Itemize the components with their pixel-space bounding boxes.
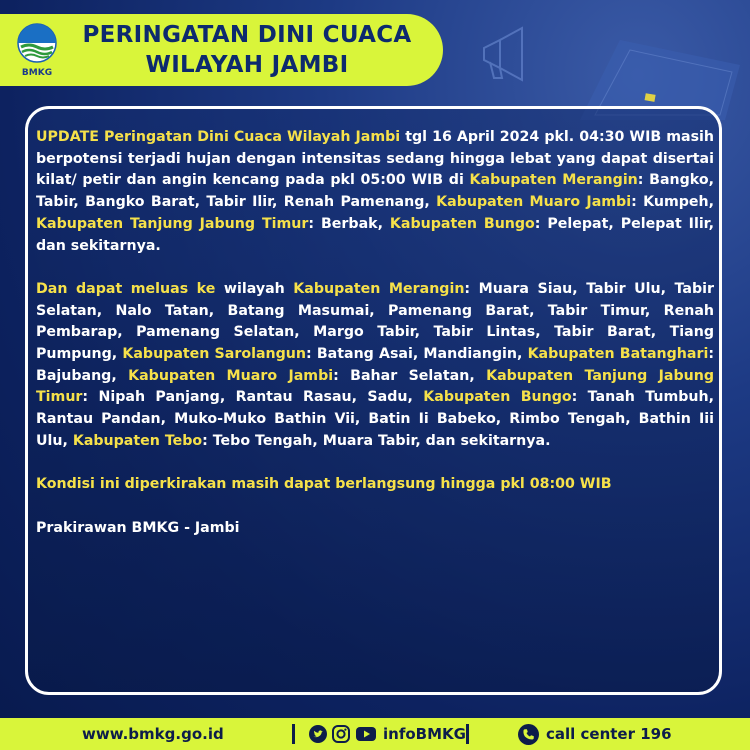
title-line-1: PERINGATAN DINI CUACA: [82, 22, 412, 48]
youtube-icon[interactable]: [355, 725, 377, 743]
body-text: tgl 16 April 2024 pkl. 04:30 WIB masih berpotensi terjadi hujan dengan intensitas sedang hingga lebat yang dapat disertai kilat/ petir dan angin kencang pada pkl 05:00 WIB di: [36, 129, 714, 189]
warning-text: [36, 127, 714, 561]
paragraph-forecaster: [36, 518, 714, 540]
body-text: : Tebo Tengah, Muara Tabir, dan sekitarnya.: [202, 432, 551, 449]
body-text: : Berbak,: [308, 215, 390, 232]
highlight-text: Kabupaten Muaro Jambi: [128, 367, 334, 384]
megaphone-illustration: [470, 10, 750, 120]
body-text: Prakirawan BMKG - Jambi: [36, 519, 240, 536]
body-text: wilayah: [215, 280, 294, 297]
body-text: : Bajubang,: [36, 346, 714, 384]
call-center[interactable]: call center 196: [546, 725, 672, 743]
body-text: : Muara Siau, Tabir Ulu, Tabir Selatan, Nalo Tatan, Batang Masumai, Pamenang Barat, Tabir Timur, Renah Pembarap, Pamenang Selatan, Margo Tabir, Tabir Lintas, Tabir Barat, Tiang Pumpung,: [36, 280, 714, 363]
page-title: [62, 20, 432, 80]
divider: [466, 724, 469, 744]
twitter-icon[interactable]: [309, 725, 327, 743]
body-text: : Pelepat, Pelepat Ilir, dan sekitarnya.: [36, 215, 714, 254]
highlight-text: Dan dapat meluas ke: [36, 280, 216, 297]
title-line-2: WILAYAH JAMBI: [145, 52, 349, 78]
highlight-text: Kabupaten Merangin: [469, 172, 638, 189]
highlight-text: Kabupaten Tanjung Jabung Timur: [36, 367, 714, 406]
highlight-text: Kabupaten Muaro Jambi: [436, 194, 632, 211]
highlight-text: Kabupaten Merangin: [293, 280, 465, 297]
body-text: : Bahar Selatan,: [333, 367, 487, 384]
highlight-text: Kondisi ini diperkirakan masih dapat berlangsung hingga pkl 08:00 WIB: [36, 476, 612, 493]
highlight-text: Kabupaten Sarolangun: [122, 346, 306, 363]
highlight-text: UPDATE Peringatan Dini Cuaca Wilayah Jambi: [36, 129, 401, 145]
social-handle[interactable]: infoBMKG: [383, 725, 466, 743]
body-text: : Batang Asai, Mandiangin,: [306, 346, 528, 363]
highlight-text: Kabupaten Batanghari: [527, 346, 709, 363]
paragraph-duration: [36, 474, 714, 496]
divider: [292, 724, 295, 744]
phone-icon: [518, 724, 539, 745]
paragraph-expansion: [36, 279, 714, 453]
body-text: : Tanah Tumbuh, Rantau Pandan, Muko-Muko Bathin Vii, Batin Ii Babeko, Rimbo Tengah, Bathin Iii Ulu,: [36, 389, 714, 449]
bmkg-logo-icon: [14, 23, 60, 79]
paragraph-warning: [36, 127, 714, 257]
highlight-text: Kabupaten Bungo: [389, 215, 535, 232]
highlight-text: Kabupaten Bungo: [423, 389, 572, 406]
body-text: : Nipah Panjang, Rantau Rasau, Sadu,: [82, 389, 424, 406]
header-banner: [0, 14, 443, 86]
website-link[interactable]: www.bmkg.go.id: [82, 725, 224, 743]
highlight-text: Kabupaten Tebo: [72, 432, 203, 449]
body-text: : Kumpeh,: [631, 194, 714, 211]
footer-bar: [0, 718, 750, 750]
instagram-icon[interactable]: [332, 725, 350, 743]
highlight-text: Kabupaten Tanjung Jabung Timur: [36, 215, 309, 232]
body-text: : Bangko, Tabir, Bangko Barat, Tabir Ilir, Renah Pamenang,: [36, 172, 714, 211]
svg-text:BMKG: BMKG: [21, 68, 53, 78]
